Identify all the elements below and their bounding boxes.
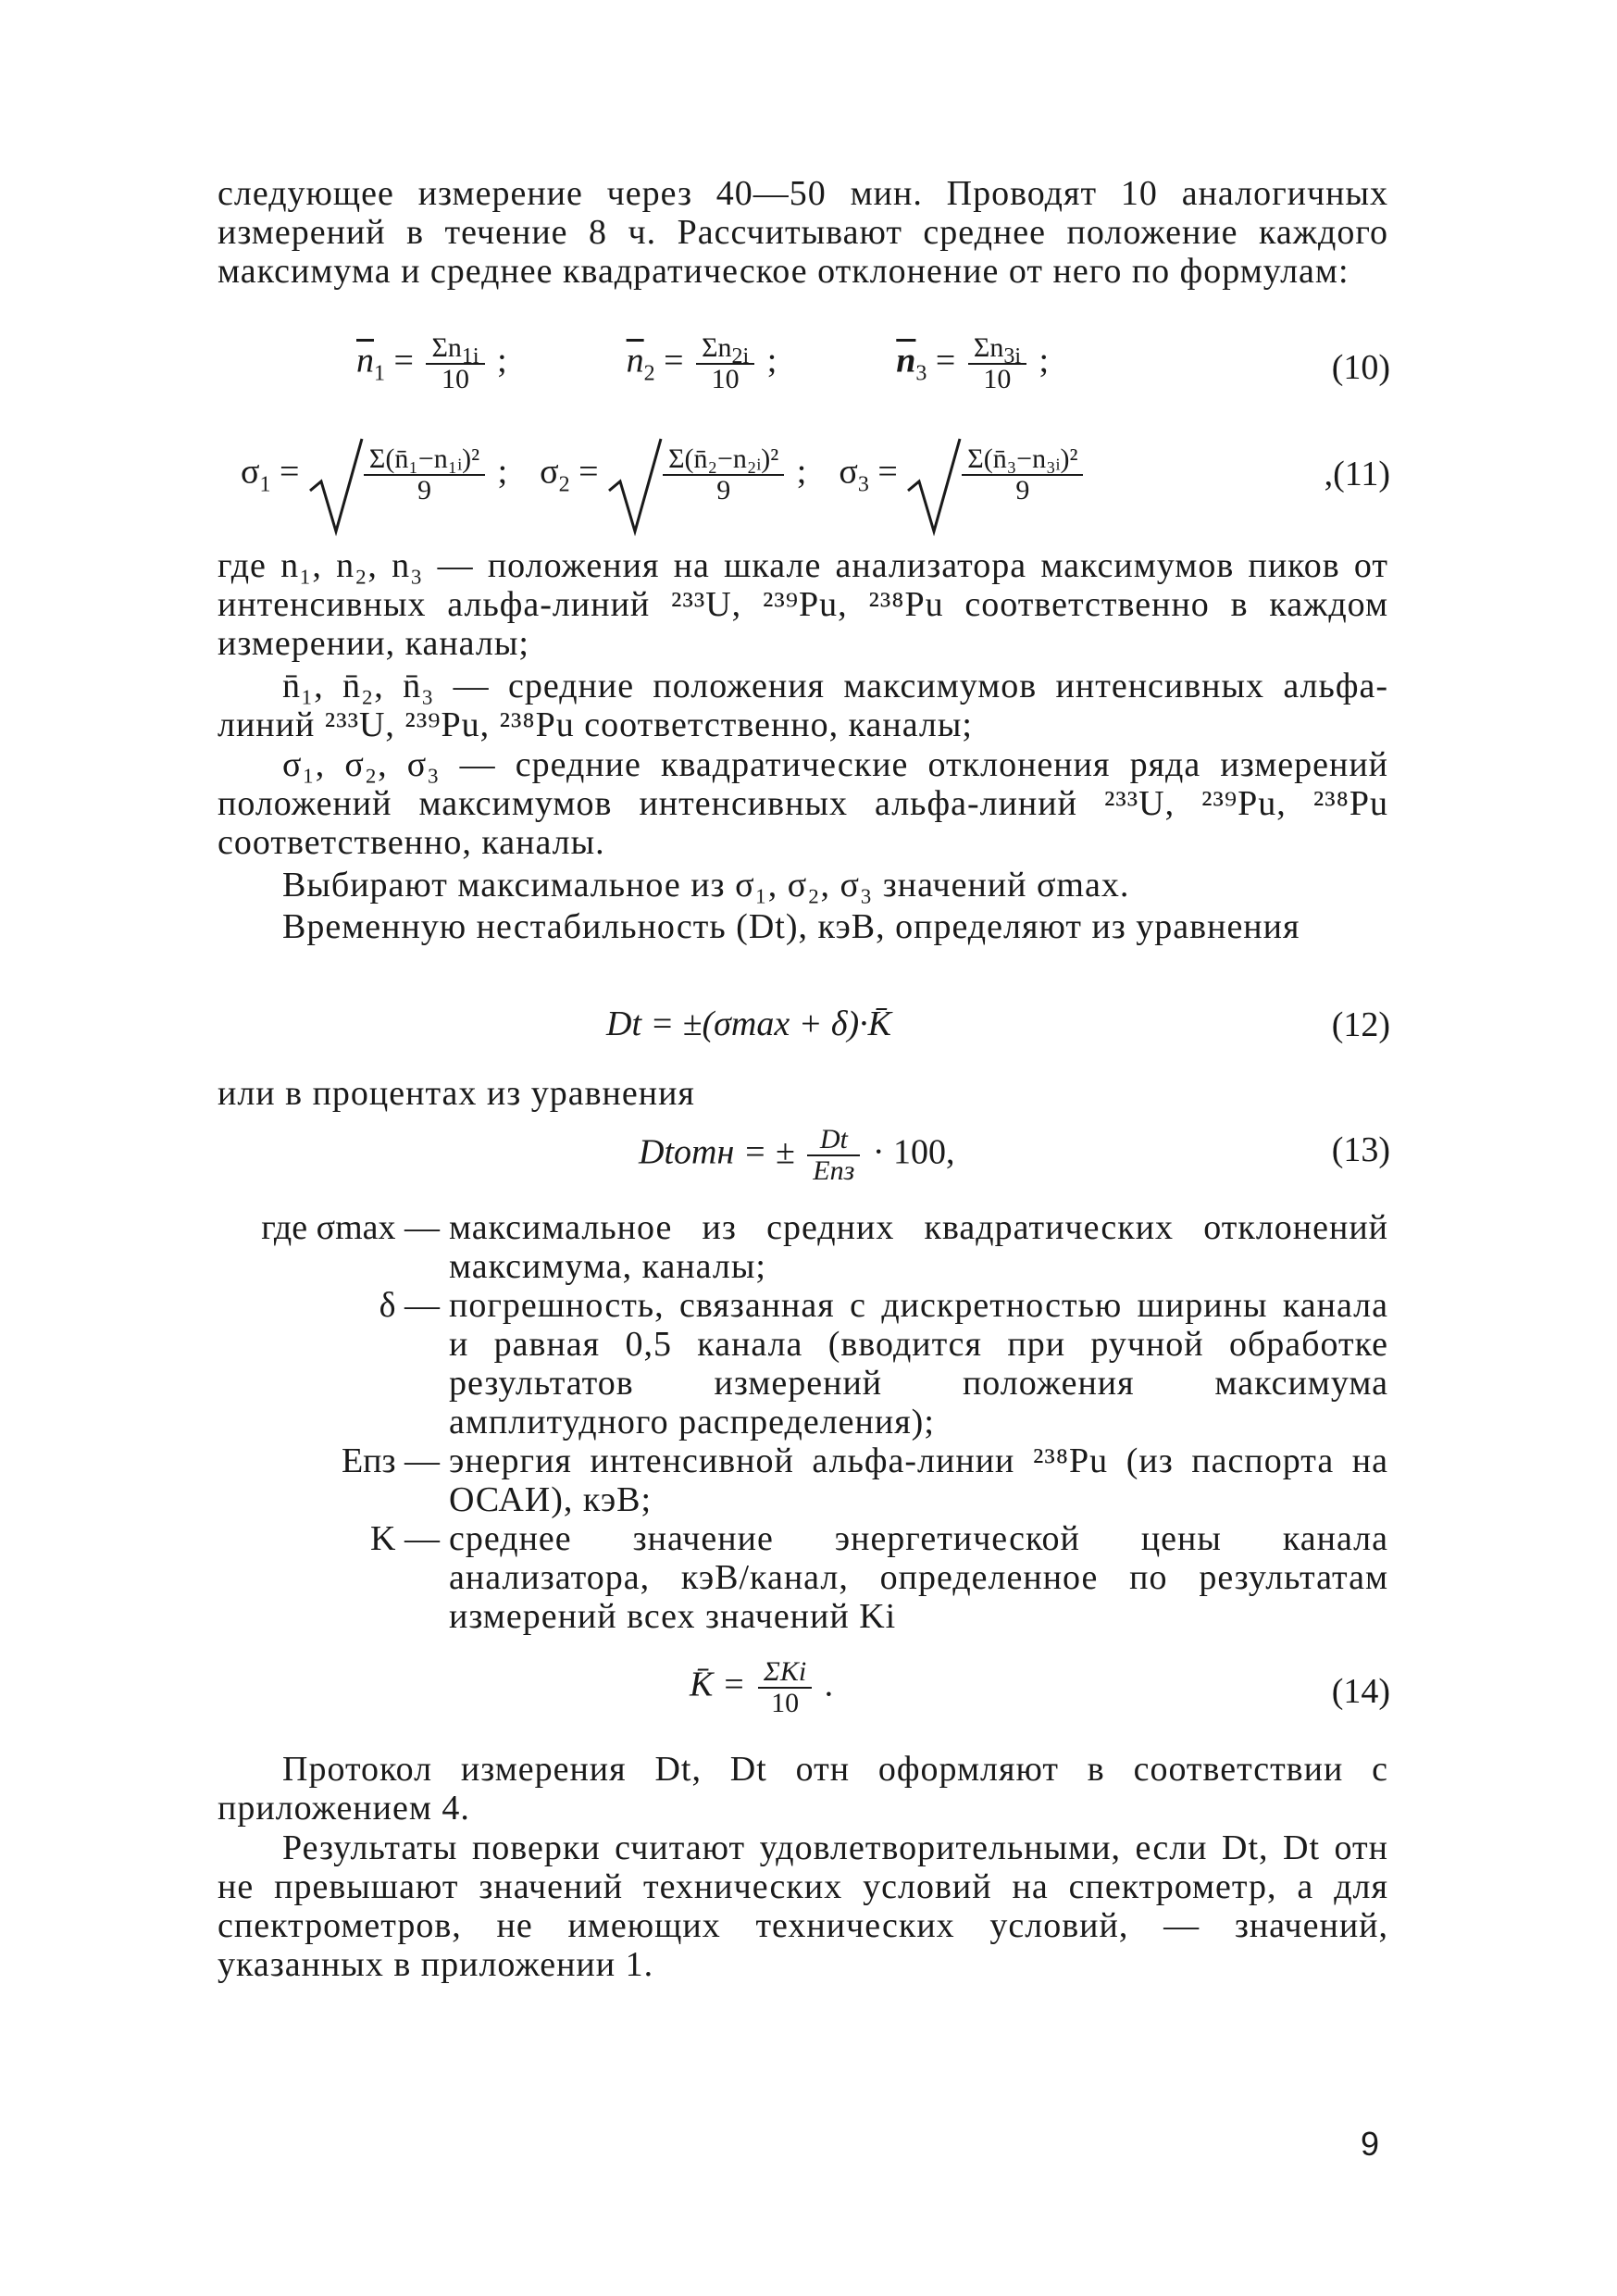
definition-row xyxy=(218,1441,1388,1519)
definition-desc: энергия интенсивной альфа-линии ²³⁸Pu (из паспорта на ОСАИ), кэВ; xyxy=(449,1441,1388,1519)
paragraph-percent: или в процентах из уравнения xyxy=(218,1074,695,1113)
definition-desc: погрешность, связанная с дискретностью ширины канала и равная 0,5 канала (вводится при ручной обработке результатов измерений положения максимума амплитудного распределения); xyxy=(449,1286,1388,1441)
equation-12-number: (12) xyxy=(1331,1005,1390,1044)
definition-term: где σmax — xyxy=(261,1208,440,1247)
sqrt-sign: $\frac{\text{Σ(n̄₂−n₂ᵢ)²}}{9}$ xyxy=(607,444,788,505)
sqrt-sign: $\frac{\text{Σ(n̄₁−n₁ᵢ)²}}{9}$ xyxy=(308,444,489,505)
equation-13-number: (13) xyxy=(1331,1130,1390,1169)
paragraph-where-sigma: σ₁, σ₂, σ₃ — средние квадратические отклонения ряда измерений положений максимумов интенсивных альфа-линий ²³³U, ²³⁹Pu, ²³⁸Pu соответственно, каналы. xyxy=(218,745,1388,862)
equation-14-number: (14) xyxy=(1331,1672,1390,1711)
page-number: 9 xyxy=(1361,2125,1380,2163)
paragraph-results: Результаты поверки считают удовлетворительными, если Dt, Dt отн не превышают значений технических условий на спектрометр, а для спектрометров, не имеющих технических условий, — значений, указанных в приложении 1. xyxy=(218,1828,1388,1984)
sqrt-sign: $\frac{\text{Σ(n̄₃−n₃ᵢ)²}}{9}$ xyxy=(906,444,1087,505)
equation-11-number: ,(11) xyxy=(1324,455,1390,493)
paragraph-where-n: где n₁, n₂, n₃ — положения на шкале анализатора максимумов пиков от интенсивных альфа-линий ²³³U, ²³⁹Pu, ²³⁸Pu соответственно в каждом измерении, каналы; xyxy=(218,546,1388,663)
equation-13: Dtотн = ± $\frac{Dt}{\text{Eпз}}$ · 100, xyxy=(639,1124,955,1186)
equation-10: $\overline{n}_1$ = $\frac{\Sigma n_{1i}}{10}$ ; $\overline{n}_2$ = $\frac{\Sigma n_{2i}}{10}$ ; $\overline{n}_3$ = $\frac{\Sigma n_{3i}}{10}$ ; xyxy=(356,332,1050,394)
equation-11: $\sigma_1$ = $\frac{\text{Σ(n̄₁−n₁ᵢ)²}}{9}$ ; $\sigma_2$ = $\frac{\text{Σ(n̄₂−n₂ᵢ)²}}{9}$ ; $\sigma_3$ = $\frac{\text{Σ(n̄₃−n₃ᵢ)²}}{9}$ xyxy=(241,444,1087,505)
definition-term: Eпз — xyxy=(341,1441,440,1480)
definition-desc: максимальное из средних квадратических отклонений максимума, каналы; xyxy=(449,1208,1388,1286)
definition-row xyxy=(218,1208,1388,1286)
equation-10-number: (10) xyxy=(1331,348,1390,387)
definition-row xyxy=(218,1286,1388,1441)
paragraph-instability: Временную нестабильность (Dt), кэВ, определяют из уравнения xyxy=(282,907,1300,946)
paragraph-intro: следующее измерение через 40—50 мин. Проводят 10 аналогичных измерений в течение 8 ч. Рассчитывают среднее положение каждого максимума и среднее квадратическое отклонение от него по формулам: xyxy=(218,174,1388,291)
definition-term: δ — xyxy=(379,1286,440,1325)
paragraph-select-max: Выбирают максимальное из σ₁, σ₂, σ₃ значений σmax. xyxy=(282,866,1130,905)
paragraph-where-nbar: n̄₁, n̄₂, n̄₃ — средние положения максимумов интенсивных альфа-линий ²³³U, ²³⁹Pu, ²³⁸Pu соответственно, каналы; xyxy=(218,667,1388,744)
definitions-list xyxy=(218,1208,1388,1636)
equation-14: K̄ = $\frac{\text{ΣKi}}{10}$ . xyxy=(690,1656,834,1718)
paragraph-protocol: Протокол измерения Dt, Dt отн оформляют в соответствии с приложением 4. xyxy=(218,1750,1388,1828)
definition-row xyxy=(218,1519,1388,1636)
definition-desc: среднее значение энергетической цены канала анализатора, кэВ/канал, определенное по результатам измерений всех значений Ki xyxy=(449,1519,1388,1636)
equation-12: Dt = ±(σmax + δ)·K̄ xyxy=(606,1004,892,1043)
definition-term: K — xyxy=(370,1519,440,1558)
